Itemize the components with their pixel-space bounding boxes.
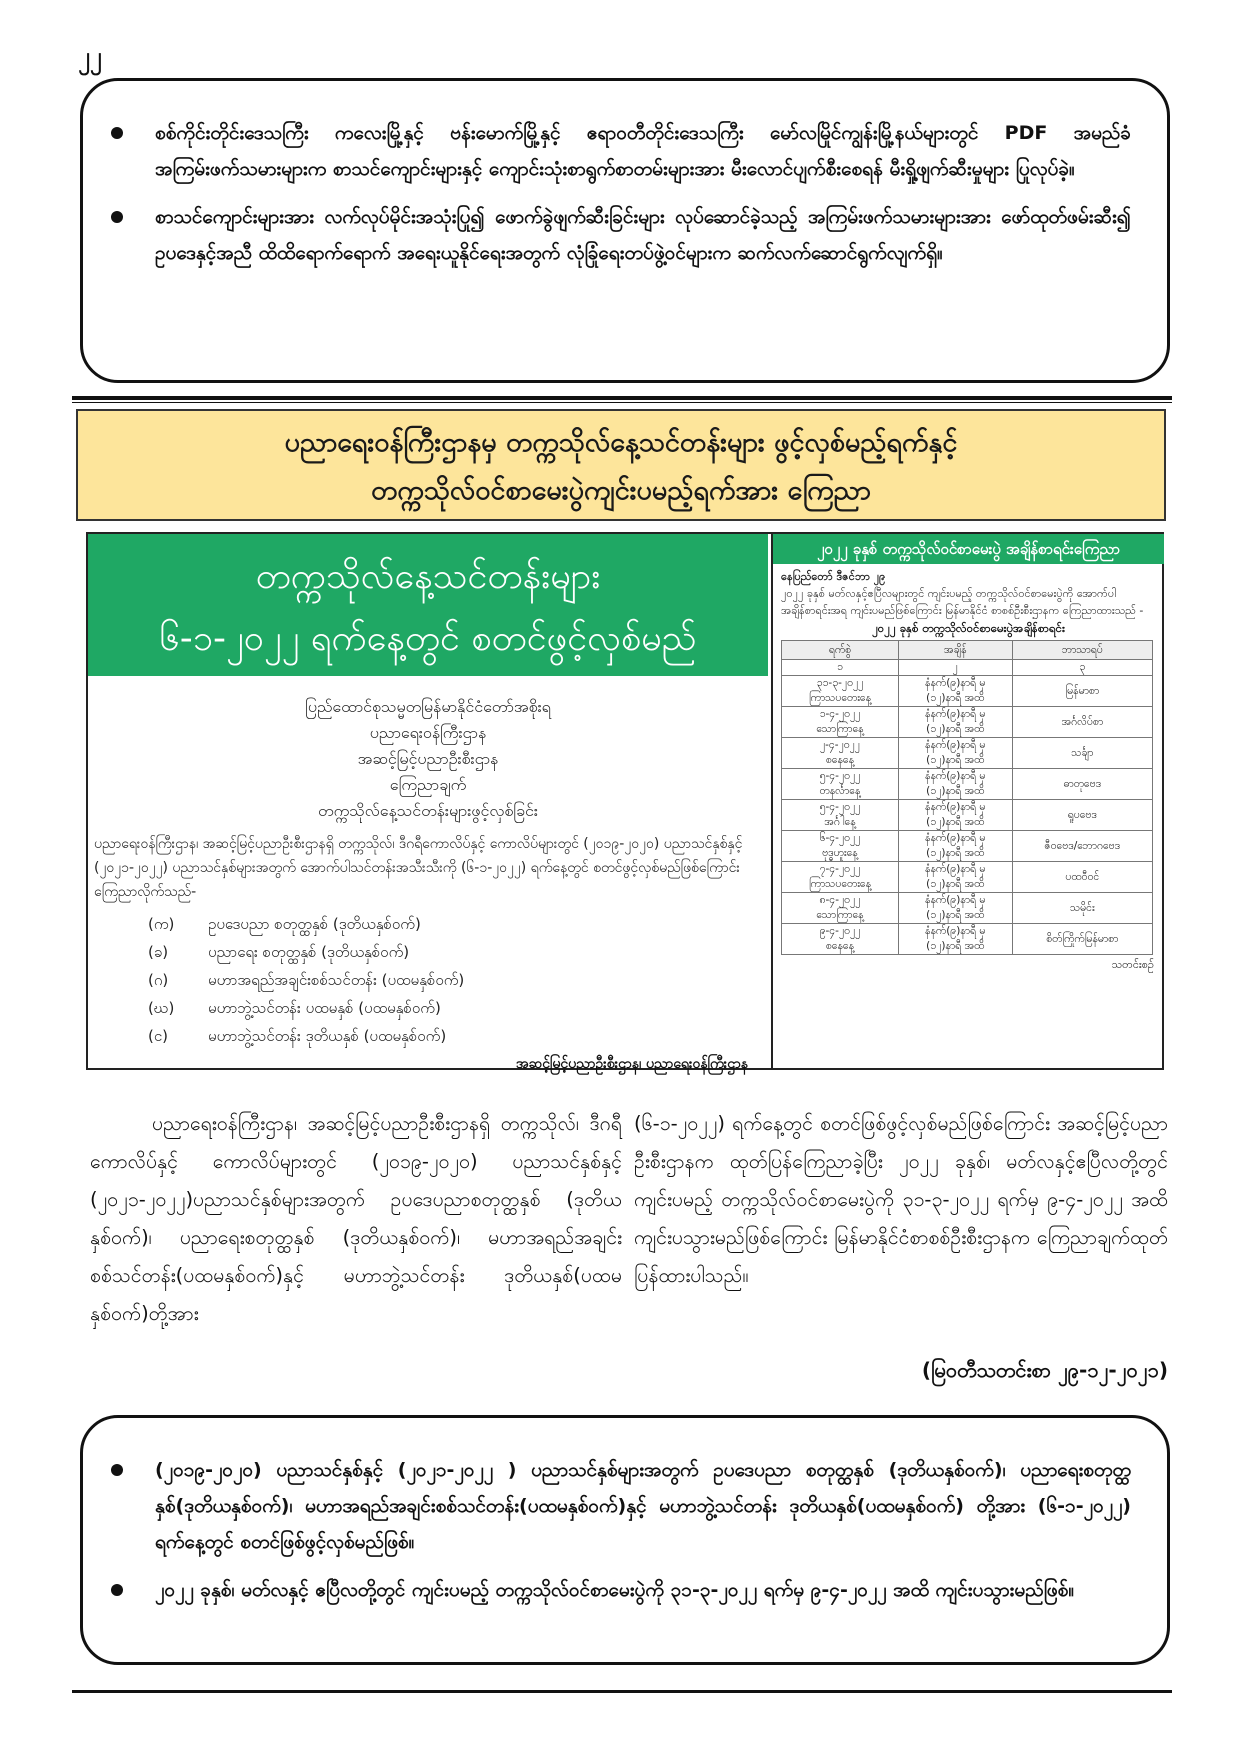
table-row [782, 676, 1153, 707]
bullet-item: စာသင်ကျောင်းများအား လက်လုပ်မိုင်းအသုံးပြု၍ ဖောက်ခွဲဖျက်ဆီးခြင်းများ လုပ်ဆောင်ခဲ့သည့် အကြမ်းဖက်သမားများအား ဖော်ထုတ်ဖမ်းဆီး၍ ဥပဒေနှင့်အညီ ထိထိရောက်ရောက် အရေးယူနိုင်ရေးအတွက် လုံခြုံရေးတပ်ဖွဲ့ဝင်များက ဆက်လက်ဆောင်ရွက်လျက်ရှိ။ [155, 199, 1131, 271]
schedule-time: နံနက်(၉)နာရီ မှ (၁၂)နာရီ အထိ [898, 676, 1012, 707]
schedule-time: နံနက်(၉)နာရီ မှ (၁၂)နာရီ အထိ [898, 707, 1012, 738]
page-number: ၂၂ [78, 42, 102, 70]
schedule-subject: ရူပဗေဒ [1012, 800, 1152, 831]
schedule-date: ၇-၄-၂၀၂၂ ကြာသပတေးနေ့ [782, 862, 899, 893]
bullet-list [83, 1452, 1131, 1608]
headline-line-1: ပညာရေးဝန်ကြီးဌာနမှ တက္ကသိုလ်နေ့သင်တန်းများ ဖွင့်လှစ်မည့်ရက်နှင့် [284, 427, 958, 458]
schedule-date: ၈-၄-၂၀၂၂ သောကြာနေ့ [782, 893, 899, 924]
bullet-item: ၂၀၂၂ ခုနှစ်၊ မတ်လနှင့် ဧပြီလတို့တွင် ကျင်းပမည့် တက္ကသိုလ်ဝင်စာမေးပွဲကို ၃၁-၃-၂၀၂၂ ရက်မှ ၉-၄-၂၀၂၂ အထိ ကျင်းပသွားမည်ဖြစ်။ [155, 1572, 1131, 1608]
notice-banner [88, 534, 768, 676]
table-row [782, 707, 1153, 738]
summary-box-top [80, 78, 1170, 383]
notice-government: ပြည်ထောင်စုသမ္မတမြန်မာနိုင်ငံတော်အစိုးရ [305, 697, 551, 716]
column-header: အချိန် [898, 641, 1012, 660]
schedule-date: ၆-၄-၂၀၂၂ ဗုဒ္ဓဟူးနေ့ [782, 831, 899, 862]
schedule-source: သတင်းစဉ် [1111, 958, 1154, 971]
course-item: (ဂ) မဟာအရည်အချင်းစစ်သင်တန်း (ပထမနှစ်ဝက်) [148, 971, 465, 989]
notice-announcement: ကြေညာချက် [389, 775, 467, 794]
schedule-table [781, 640, 1153, 955]
footer-rule [72, 1690, 1172, 1693]
bullet-item: (၂၀၁၉-၂၀၂၀) ပညာသင်နှစ်နှင့် (၂၀၂၁-၂၀၂၂ ) ပညာသင်နှစ်များအတွက် ဥပဒေပညာ စတုတ္ထနှစ် (ဒုတိယနှစ်ဝက်)၊ ပညာရေးစတုတ္ထနှစ်(ဒုတိယနှစ်ဝက်)၊ မဟာအရည်အချင်းစစ်သင်တန်း(ပထမနှစ်ဝက်)နှင့် မဟာဘွဲ့သင်တန်း ဒုတိယနှစ်(ပထမနှစ်ဝက်) တို့အား (၆-၁-၂၀၂၂) ရက်နေ့တွင် စတင်ဖြစ်ဖွင့်လှစ်မည်ဖြစ်။ [155, 1452, 1131, 1560]
schedule-subject: ပထဝီဝင် [1012, 862, 1152, 893]
headline-box [76, 409, 1166, 521]
divider-rule [72, 396, 1172, 400]
article-source: (မြဝတီသတင်းစာ ၂၉-၁၂-၂၀၂၁) [921, 1358, 1168, 1382]
schedule-date: ၃၁-၃-၂၀၂၂ ကြာသပတေးနေ့ [782, 676, 899, 707]
bullet-item: စစ်ကိုင်းတိုင်းဒေသကြီး ကလေးမြို့နှင့် ဗန်းမောက်မြို့နှင့် ဧရာဝတီတိုင်းဒေသကြီး မော်လမြိုင်ကျွန်းမြို့နယ်များတွင် PDF အမည်ခံအကြမ်းဖက်သမားများက စာသင်ကျောင်းများနှင့် ကျောင်းသုံးစာရွက်စာတမ်းများအား မီးလောင်ပျက်စီးစေရန် မီးရှို့ဖျက်ဆီးမှုများ ပြုလုပ်ခဲ့။ [155, 115, 1131, 187]
notice-subject: တက္ကသိုလ်နေ့သင်တန်းများဖွင့်လှစ်ခြင်း [318, 801, 538, 820]
schedule-subject: မြန်မာစာ [1012, 676, 1152, 707]
schedule-intro [773, 564, 1164, 621]
schedule-time: နံနက်(၉)နာရီ မှ (၁၂)နာရီ အထိ [898, 831, 1012, 862]
schedule-subject: အင်္ဂလိပ်စာ [1012, 707, 1152, 738]
table-row [782, 924, 1153, 955]
course-item: (ခ) ပညာရေး စတုတ္ထနှစ် (ဒုတိယနှစ်ဝက်) [148, 943, 410, 961]
exam-schedule-notice [771, 534, 1164, 1068]
schedule-time: နံနက်(၉)နာရီ မှ (၁၂)နာရီ အထိ [898, 924, 1012, 955]
notice-signature: အဆင့်မြင့်ပညာဦးစီးဌာန၊ ပညာရေးဝန်ကြီးဌာန [515, 1056, 748, 1072]
notice-body: ပညာရေးဝန်ကြီးဌာန၊ အဆင့်မြင့်ပညာဦးစီးဌာနရှိ တက္ကသိုလ်၊ ဒီဂရီကောလိပ်နှင့် ကောလိပ်များတွင် (၂၀၁၉-၂၀၂၀) ပညာသင်နှစ်နှင့် (၂၀၂၁-၂၀၂၂) ပညာသင်နှစ်များအတွက် အောက်ပါသင်တန်းအသီးသီးကို (၆-၁-၂၀၂၂) ရက်နေ့တွင် စတင်ဖွင့်လှစ်မည်ဖြစ်ကြောင်း ကြေညာလိုက်သည်- [94, 836, 743, 900]
table-row [782, 831, 1153, 862]
notice-department: အဆင့်မြင့်ပညာဦးစီးဌာန [357, 749, 499, 768]
divider-rule-thin [72, 402, 1172, 403]
banner-line-2: ၆-၁-၂၀၂၂ ရက်နေ့တွင် စတင်ဖွင့်လှစ်မည် [159, 618, 697, 659]
schedule-subject: သင်္ချာ [1012, 738, 1152, 769]
banner-line-1: တက္ကသိုလ်နေ့သင်တန်းများ [255, 556, 601, 597]
headline-line-2: တက္ကသိုလ်ဝင်စာမေးပွဲကျင်းပမည့်ရက်အား ကြေညာ [371, 475, 871, 506]
table-number-row: ၁ ၂ ၃ [782, 660, 1153, 676]
article-column-left: ပညာရေးဝန်ကြီးဌာန၊ အဆင့်မြင့်ပညာဦးစီးဌာနရှိ တက္ကသိုလ်၊ ဒီဂရီကောလိပ်နှင့် ကောလိပ်များတွင် (၂၀၁၉-၂၀၂၀) ပညာသင်နှစ်နှင့် (၂၀၂၁-၂၀၂၂)ပညာသင်နှစ်များအတွက် ဥပဒေပညာစတုတ္ထနှစ် (ဒုတိယနှစ်ဝက်)၊ ပညာရေးစတုတ္ထနှစ် (ဒုတိယနှစ်ဝက်)၊ မဟာအရည်အချင်းစစ်သင်တန်း(ပထမနှစ်ဝက်)နှင့် မဟာဘွဲ့သင်တန်း ဒုတိယနှစ်(ပထမနှစ်ဝက်)တို့အား [90, 1112, 622, 1325]
schedule-intro-text: ၂၀၂၂ ခုနှစ် မတ်လနှင့်ဧပြီလများတွင် ကျင်းပမည့် တက္ကသိုလ်ဝင်စာမေးပွဲကို အောက်ပါအချိန်စာရင်းအရ ကျင်းပမည်ဖြစ်ကြောင်း မြန်မာနိုင်ငံ စာစစ်ဦးစီးဌာနက ကြေညာထားသည် - [781, 587, 1144, 617]
schedule-subject: သမိုင်း [1012, 893, 1152, 924]
schedule-time: နံနက်(၉)နာရီ မှ (၁၂)နာရီ အထိ [898, 738, 1012, 769]
schedule-subject: ဓာတုဗေဒ [1012, 769, 1152, 800]
schedule-subject: ဇီဝဗေဒ/ဘောဂဗေဒ [1012, 831, 1152, 862]
schedule-subject: စိတ်ကြိုက်မြန်မာစာ [1012, 924, 1152, 955]
course-list [88, 904, 768, 1050]
schedule-dateline: နေပြည်တော် ဒီဇင်ဘာ ၂၉ [781, 570, 886, 583]
notice-ministry: ပညာရေးဝန်ကြီးဌာန [369, 723, 487, 742]
schedule-date: ၁-၄-၂၀၂၂ သောကြာနေ့ [782, 707, 899, 738]
schedule-header: ၂၀၂၂ ခုနှစ် တက္ကသိုလ်ဝင်စာမေးပွဲ အချိန်စာရင်းကြေညာ [773, 534, 1164, 564]
article-column-right: (၆-၁-၂၀၂၂) ရက်နေ့တွင် စတင်ဖြစ်ဖွင့်လှစ်မည်ဖြစ်ကြောင်း အဆင့်မြင့်ပညာဦးစီးဌာနက ထုတ်ပြန်ကြေညာခဲ့ပြီး ၂၀၂၂ ခုနှစ်၊ မတ်လနှင့်ဧပြီလတို့တွင် ကျင်းပမည့် တက္ကသိုလ်ဝင်စာမေးပွဲကို ၃၁-၃-၂၀၂၂ ရက်မှ ၉-၄-၂၀၂၂ အထိ ကျင်းပသွားမည်ဖြစ်ကြောင်း မြန်မာနိုင်ငံစာစစ်ဦးစီးဌာနက ကြေညာချက်ထုတ်ပြန်ထားပါသည်။ [634, 1112, 1168, 1287]
schedule-date: ၅-၄-၂၀၂၂ တနင်္လာနေ့ [782, 769, 899, 800]
schedule-time: နံနက်(၉)နာရီ မှ (၁၂)နာရီ အထိ [898, 769, 1012, 800]
course-item: (က) ဥပဒေပညာ စတုတ္ထနှစ် (ဒုတိယနှစ်ဝက်) [148, 915, 421, 933]
schedule-date: ၉-၄-၂၀၂၂ စနေနေ့ [782, 924, 899, 955]
newspaper-clipping [86, 532, 1164, 1070]
summary-box-bottom [80, 1415, 1170, 1665]
bullet-list [83, 115, 1131, 271]
table-row [782, 862, 1153, 893]
column-header: ဘာသာရပ် [1012, 641, 1152, 660]
schedule-date: ၂-၄-၂၀၂၂ စနေနေ့ [782, 738, 899, 769]
table-row [782, 738, 1153, 769]
column-header: ရက်စွဲ [782, 641, 899, 660]
schedule-date: ၅-၄-၂၀၂၂ အင်္ဂါနေ့ [782, 800, 899, 831]
schedule-time: နံနက်(၉)နာရီ မှ (၁၂)နာရီ အထိ [898, 893, 1012, 924]
table-row [782, 893, 1153, 924]
table-header-row [782, 641, 1153, 660]
course-item: (င) မဟာဘွဲ့သင်တန်း ဒုတိယနှစ် (ပထမနှစ်ဝက်) [148, 1027, 447, 1045]
notice-heading-block [88, 676, 768, 824]
course-item: (ဃ) မဟာဘွဲ့သင်တန်း ပထမနှစ် (ပထမနှစ်ဝက်) [148, 999, 441, 1017]
university-opening-notice [88, 534, 768, 1072]
table-row [782, 800, 1153, 831]
schedule-time: နံနက်(၉)နာရီ မှ (၁၂)နာရီ အထိ [898, 800, 1012, 831]
schedule-time: နံနက်(၉)နာရီ မှ (၁၂)နာရီ အထိ [898, 862, 1012, 893]
schedule-subtitle: ၂၀၂၂ ခုနှစ် တက္ကသိုလ်ဝင်စာမေးပွဲအချိန်စာရင်း [872, 621, 1065, 635]
table-row [782, 769, 1153, 800]
